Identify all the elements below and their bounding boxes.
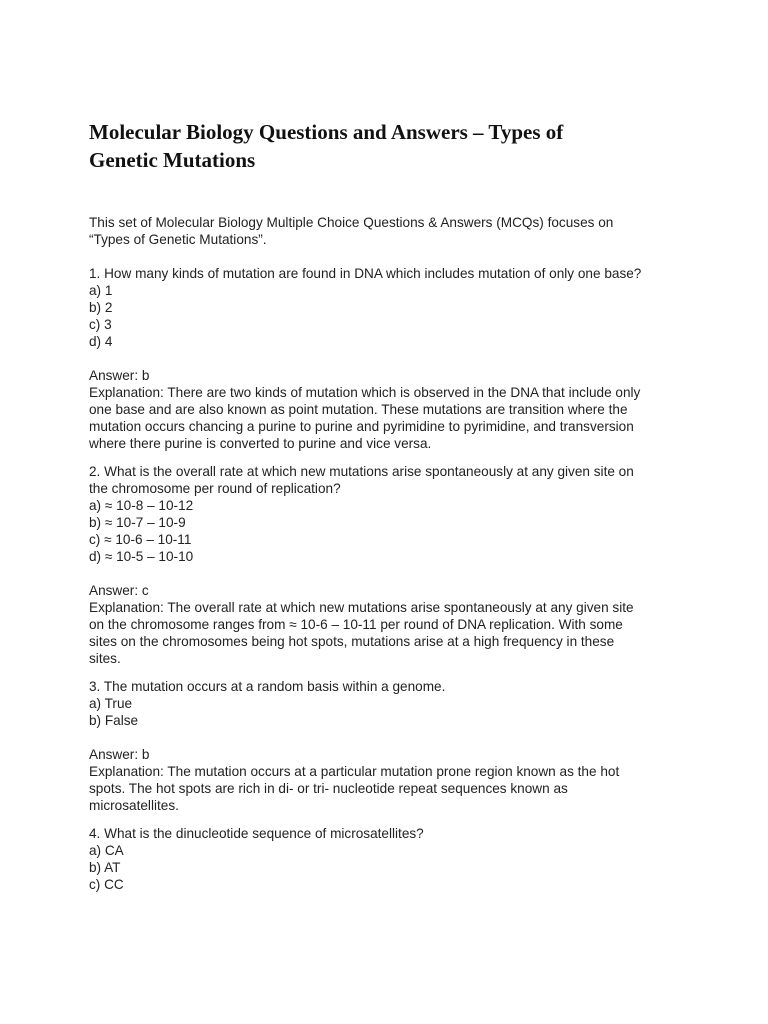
option-b: b) 2 bbox=[89, 300, 113, 315]
option-b: b) ≈ 10-7 – 10-9 bbox=[89, 515, 186, 530]
intro-line: “Types of Genetic Mutations”. bbox=[89, 232, 267, 247]
title-line: Genetic Mutations bbox=[89, 148, 256, 172]
intro-paragraph bbox=[89, 214, 689, 248]
explanation-line: Explanation: There are two kinds of mutation which is observed in the DNA that include only bbox=[89, 385, 641, 400]
option-a: a) True bbox=[89, 696, 133, 711]
question-text: 2. What is the overall rate at which new mutations arise spontaneously at any given site on bbox=[89, 464, 634, 479]
explanation-line: where there purine is converted to purine and vice versa. bbox=[89, 436, 432, 451]
question-text: 4. What is the dinucleotide sequence of microsatellites? bbox=[89, 826, 424, 841]
option-d: d) ≈ 10-5 – 10-10 bbox=[89, 549, 194, 564]
question-text: the chromosome per round of replication? bbox=[89, 481, 341, 496]
option-c: c) CC bbox=[89, 877, 124, 892]
answer-1 bbox=[89, 367, 689, 452]
explanation-line: sites. bbox=[89, 651, 121, 666]
question-2 bbox=[89, 463, 689, 565]
option-b: b) AT bbox=[89, 860, 121, 875]
answer-text: Answer: b bbox=[89, 747, 150, 762]
option-c: c) ≈ 10-6 – 10-11 bbox=[89, 532, 192, 547]
option-a: a) CA bbox=[89, 843, 124, 858]
option-a: a) ≈ 10-8 – 10-12 bbox=[89, 498, 194, 513]
explanation-line: spots. The hot spots are rich in di- or tri- nucleotide repeat sequences known as bbox=[89, 781, 568, 796]
explanation-line: mutation occurs chancing a purine to purine and pyrimidine to pyrimidine, and transversion bbox=[89, 419, 634, 434]
explanation-line: Explanation: The overall rate at which new mutations arise spontaneously at any given site bbox=[89, 600, 634, 615]
answer-text: Answer: c bbox=[89, 583, 149, 598]
page-title bbox=[89, 118, 689, 174]
option-b: b) False bbox=[89, 713, 139, 728]
title-line: Molecular Biology Questions and Answers – Types of bbox=[89, 120, 564, 144]
explanation-line: sites on the chromosomes being hot spots, mutations arise at a high frequency in these bbox=[89, 634, 615, 649]
option-a: a) 1 bbox=[89, 283, 113, 298]
answer-text: Answer: b bbox=[89, 368, 150, 383]
question-3 bbox=[89, 678, 689, 729]
answer-3 bbox=[89, 746, 689, 814]
explanation-line: Explanation: The mutation occurs at a particular mutation prone region known as the hot bbox=[89, 764, 620, 779]
question-1 bbox=[89, 265, 689, 350]
answer-2 bbox=[89, 582, 689, 667]
question-4 bbox=[89, 825, 689, 893]
option-d: d) 4 bbox=[89, 334, 113, 349]
question-text: 3. The mutation occurs at a random basis within a genome. bbox=[89, 679, 446, 694]
intro-line: This set of Molecular Biology Multiple Choice Questions & Answers (MCQs) focuses on bbox=[89, 215, 614, 230]
explanation-line: one base and are also known as point mutation. These mutations are transition where the bbox=[89, 402, 628, 417]
question-text: 1. How many kinds of mutation are found in DNA which includes mutation of only one base? bbox=[89, 266, 642, 281]
document-page bbox=[89, 118, 689, 893]
explanation-line: microsatellites. bbox=[89, 798, 179, 813]
explanation-line: on the chromosome ranges from ≈ 10-6 – 10-11 per round of DNA replication. With some bbox=[89, 617, 623, 632]
option-c: c) 3 bbox=[89, 317, 112, 332]
